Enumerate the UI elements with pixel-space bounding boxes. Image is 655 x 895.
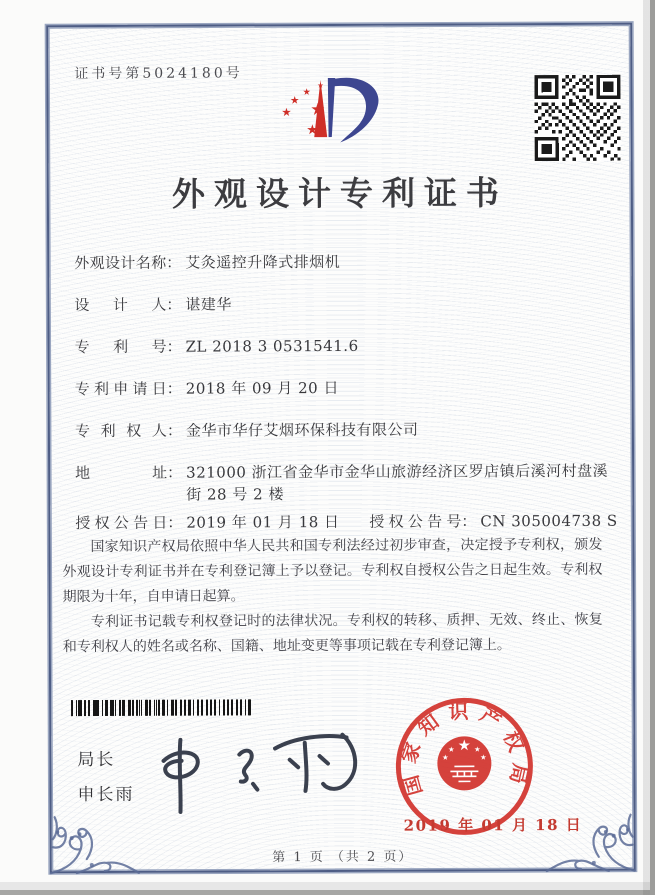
director-title: 局长 xyxy=(77,749,116,771)
seal-date: 2019 年 01 月 18 日 xyxy=(403,815,583,835)
field-design-name xyxy=(74,250,619,275)
field-patentee xyxy=(75,418,620,443)
field-value: 2018 年 09 月 20 日 xyxy=(185,378,339,398)
field-value: CN 305004738 S xyxy=(480,511,618,531)
colon: ： xyxy=(166,379,182,398)
field-grant-row xyxy=(75,510,620,535)
certificate-title: 外观设计专利证书 xyxy=(171,173,508,214)
field-label: 授权公告日 xyxy=(75,513,168,533)
colon: ： xyxy=(166,295,182,314)
qr-code-icon xyxy=(534,75,620,161)
colon: ： xyxy=(166,253,182,272)
page-footer: 第 1 页 （共 2 页） xyxy=(272,849,414,866)
field-label: 设计人 xyxy=(74,295,167,315)
seal-ring-text: 国家知识产权局 xyxy=(395,698,533,799)
field-value: 谌建华 xyxy=(185,295,232,314)
field-value: 2019 年 01 月 18 日 xyxy=(186,512,340,532)
field-address xyxy=(75,460,620,506)
field-value: 321000 浙江省金华市金华山旅游经济区罗店镇后溪河村盘溪街 28 号 2 楼 xyxy=(186,461,609,504)
certificate-frame xyxy=(46,23,636,874)
field-designer xyxy=(74,292,619,317)
colon: ： xyxy=(167,513,183,532)
certificate-number: 证书号第5024180号 xyxy=(74,65,243,83)
field-filing-date xyxy=(75,376,620,401)
field-value: 金华市华仔艾烟环保科技有限公司 xyxy=(185,420,419,440)
field-label: 外观设计名称 xyxy=(74,253,167,273)
colon: ： xyxy=(167,463,183,482)
field-label: 专利号 xyxy=(74,337,167,357)
field-grant-date xyxy=(75,513,339,532)
director-signature-icon xyxy=(148,725,376,821)
national-emblem-icon xyxy=(437,736,491,790)
field-value: 艾灸遥控升降式排烟机 xyxy=(185,252,341,272)
field-label: 专利申请日 xyxy=(74,379,167,399)
colon: ： xyxy=(166,421,182,440)
field-label: 授权公告号 xyxy=(369,512,462,531)
field-value: ZL 2018 3 0531541.6 xyxy=(185,336,359,356)
barcode xyxy=(71,699,251,716)
legal-paragraph-2: 专利证书记载专利权登记时的法律状况。专利权的转移、质押、无效、终止、恢复和专利权人的姓名或名称、国籍、地址变更等事项记载在专利登记簿上。 xyxy=(62,611,603,656)
field-label: 专利权人 xyxy=(74,421,167,441)
corner-ornament-left-icon xyxy=(46,777,146,877)
field-grant-number xyxy=(369,510,617,534)
fields-block xyxy=(74,250,620,554)
legal-text-block xyxy=(62,533,603,660)
director-name: 申长雨 xyxy=(77,784,135,806)
colon: ： xyxy=(461,512,477,531)
colon: ： xyxy=(166,337,182,356)
corner-ornament-right-icon xyxy=(538,775,638,875)
field-label: 地址 xyxy=(75,463,168,483)
cnipa-logo-icon xyxy=(273,70,393,159)
field-patent-number xyxy=(75,334,620,359)
legal-paragraph-1: 国家知识产权局依照中华人民共和国专利法经过初步审查，决定授予专利权，颁发外观设计专利证书并在专利登记簿上予以登记。专利权自授权公告之日起生效。专利权期限为十年，自申请日起算。 xyxy=(62,536,603,606)
